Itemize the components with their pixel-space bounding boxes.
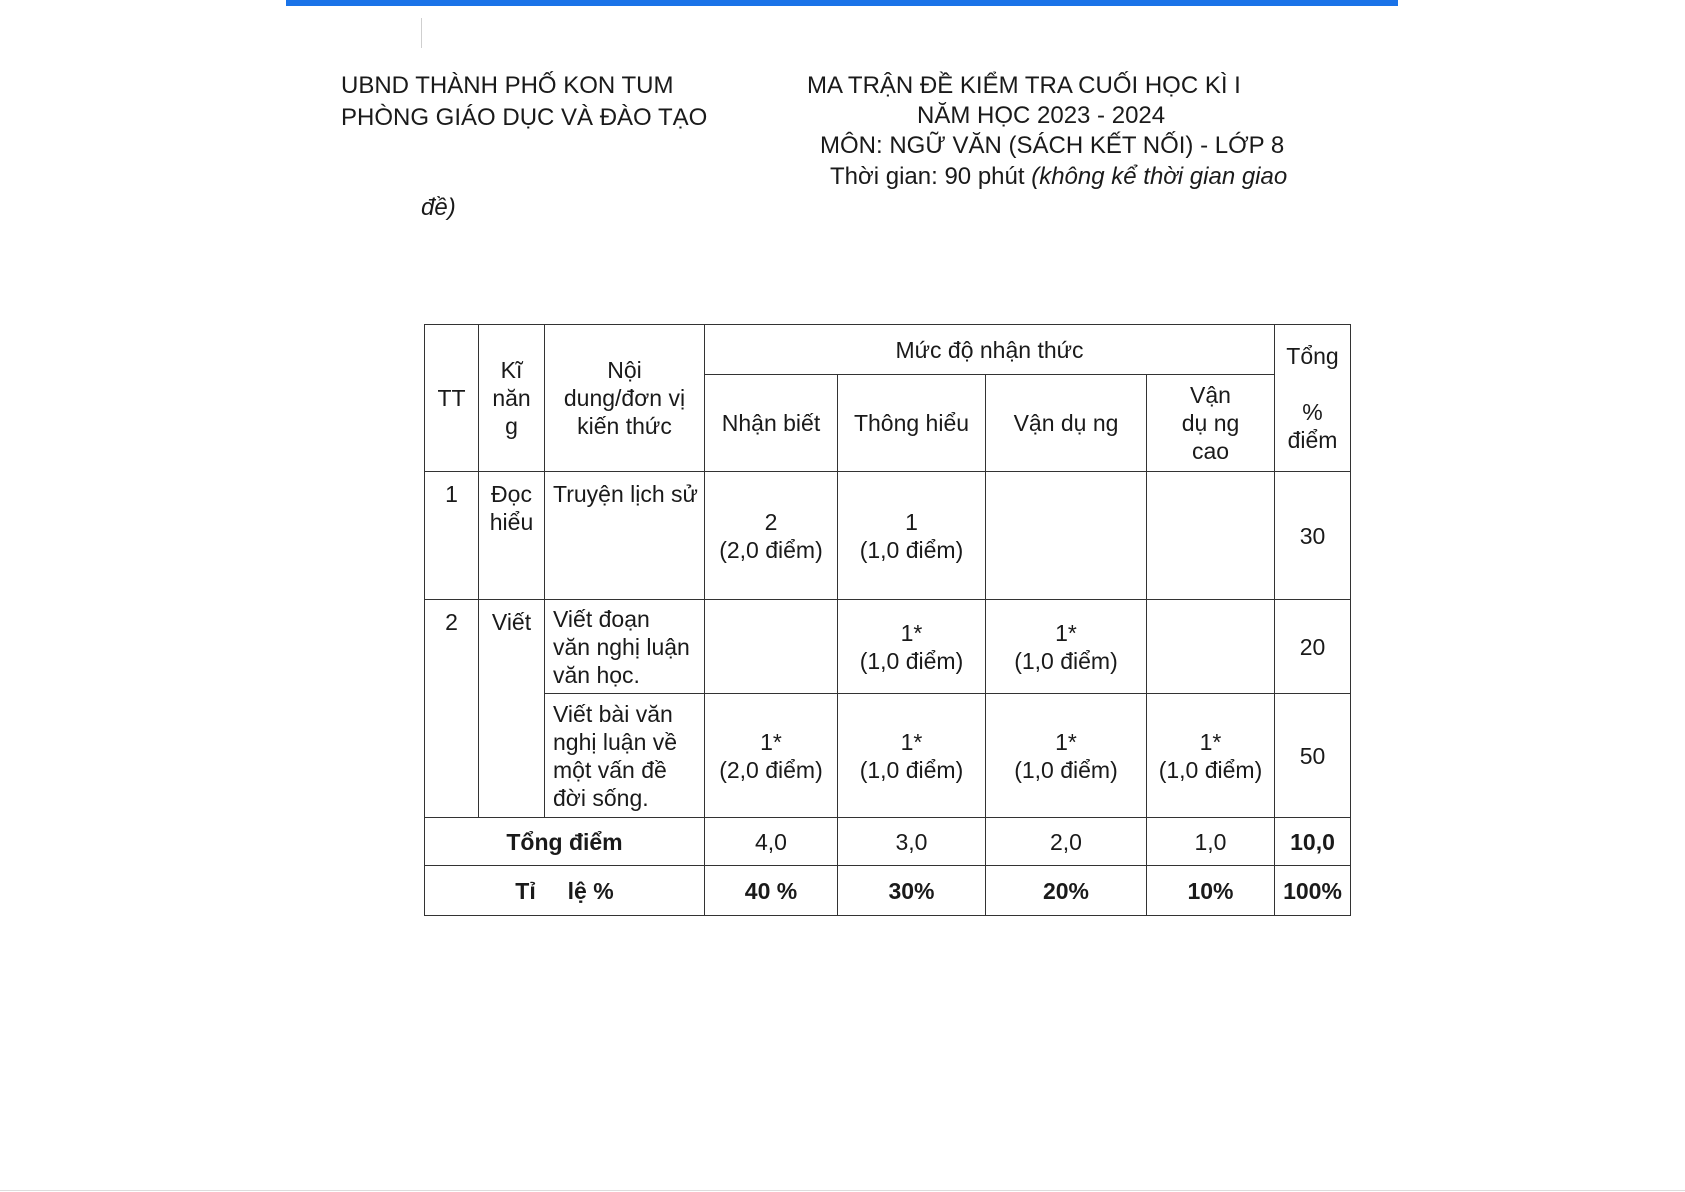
text-cursor: [421, 18, 422, 48]
cell-van-dung-cao: [1147, 472, 1275, 600]
cell-tong: 30: [1275, 472, 1351, 600]
cell-tong: 20: [1275, 600, 1351, 694]
cell-van-dung-cao: [1147, 600, 1275, 694]
cell-thong-hieu: 1* (1,0 điểm): [838, 694, 986, 818]
cell-thong-hieu: 1* (1,0 điểm): [838, 600, 986, 694]
ratio-thong-hieu: 30%: [838, 866, 986, 916]
header-left-line1: UBND THÀNH PHỐ KON TUM: [341, 72, 674, 99]
cell-nhan-biet: [705, 600, 838, 694]
time-italic: (không kể thời gian giao: [1031, 163, 1288, 190]
cell-van-dung-cao: 1* (1,0 điểm): [1147, 694, 1275, 818]
cell-tt: 2: [425, 600, 479, 818]
table-row: [425, 600, 1351, 694]
top-accent-bar: [286, 0, 1398, 6]
cell-van-dung: 1* (1,0 điểm): [986, 600, 1147, 694]
header-time-wrap: đề): [421, 194, 456, 221]
cell-nhan-biet: 2 (2,0 điểm): [705, 472, 838, 600]
th-noi-dung: Nội dung/đơn vị kiến thức: [545, 325, 705, 472]
table-row: [425, 472, 1351, 600]
cell-noi-dung: Viết đoạn văn nghị luận văn học.: [545, 600, 705, 694]
th-van-dung: Vận dụ ng: [986, 375, 1147, 472]
th-ki-nang: Kĩ năn g: [479, 325, 545, 472]
total-nhan-biet: 4,0: [705, 818, 838, 866]
header-row-1: [425, 325, 1351, 375]
header-subject: MÔN: NGỮ VĂN (SÁCH KẾT NỐI) - LỚP 8: [820, 132, 1285, 159]
cell-noi-dung: Viết bài văn nghị luận về một vấn đề đời sống.: [545, 694, 705, 818]
time-prefix: Thời gian: 90 phút: [830, 163, 1032, 190]
th-thong-hieu: Thông hiểu: [838, 375, 986, 472]
th-van-dung-cao: Vận dụ ng cao: [1147, 375, 1275, 472]
ratio-van-dung-cao: 10%: [1147, 866, 1275, 916]
total-van-dung: 2,0: [986, 818, 1147, 866]
ratio-row: [425, 866, 1351, 916]
header-left-line2: PHÒNG GIÁO DỤC VÀ ĐÀO TẠO: [341, 104, 708, 131]
cell-noi-dung: Truyện lịch sử: [545, 472, 705, 600]
page-bottom-edge: [0, 1190, 1685, 1191]
ratio-tong: 100%: [1275, 866, 1351, 916]
th-nhan-biet: Nhận biết: [705, 375, 838, 472]
exam-matrix-table: [424, 324, 1351, 916]
cell-nhan-biet: 1* (2,0 điểm): [705, 694, 838, 818]
total-row: [425, 818, 1351, 866]
total-van-dung-cao: 1,0: [1147, 818, 1275, 866]
cell-ki-nang: Viết: [479, 600, 545, 818]
total-thong-hieu: 3,0: [838, 818, 986, 866]
cell-van-dung: [986, 472, 1147, 600]
header-time: [830, 163, 1287, 191]
ratio-nhan-biet: 40 %: [705, 866, 838, 916]
header-school-year: NĂM HỌC 2023 - 2024: [917, 102, 1166, 129]
th-muc-do: Mức độ nhận thức: [705, 325, 1275, 375]
cell-tong: 50: [1275, 694, 1351, 818]
cell-tt: 1: [425, 472, 479, 600]
ratio-label: Tỉ lệ %: [425, 866, 705, 916]
ratio-van-dung: 20%: [986, 866, 1147, 916]
header-title: MA TRẬN ĐỀ KIỂM TRA CUỐI HỌC KÌ I: [807, 72, 1241, 99]
cell-van-dung: 1* (1,0 điểm): [986, 694, 1147, 818]
cell-thong-hieu: 1 (1,0 điểm): [838, 472, 986, 600]
total-label: Tổng điểm: [425, 818, 705, 866]
th-tong: Tổng % điểm: [1275, 325, 1351, 472]
th-tt: TT: [425, 325, 479, 472]
table-row: [425, 694, 1351, 818]
total-tong: 10,0: [1275, 818, 1351, 866]
cell-ki-nang: Đọc hiểu: [479, 472, 545, 600]
